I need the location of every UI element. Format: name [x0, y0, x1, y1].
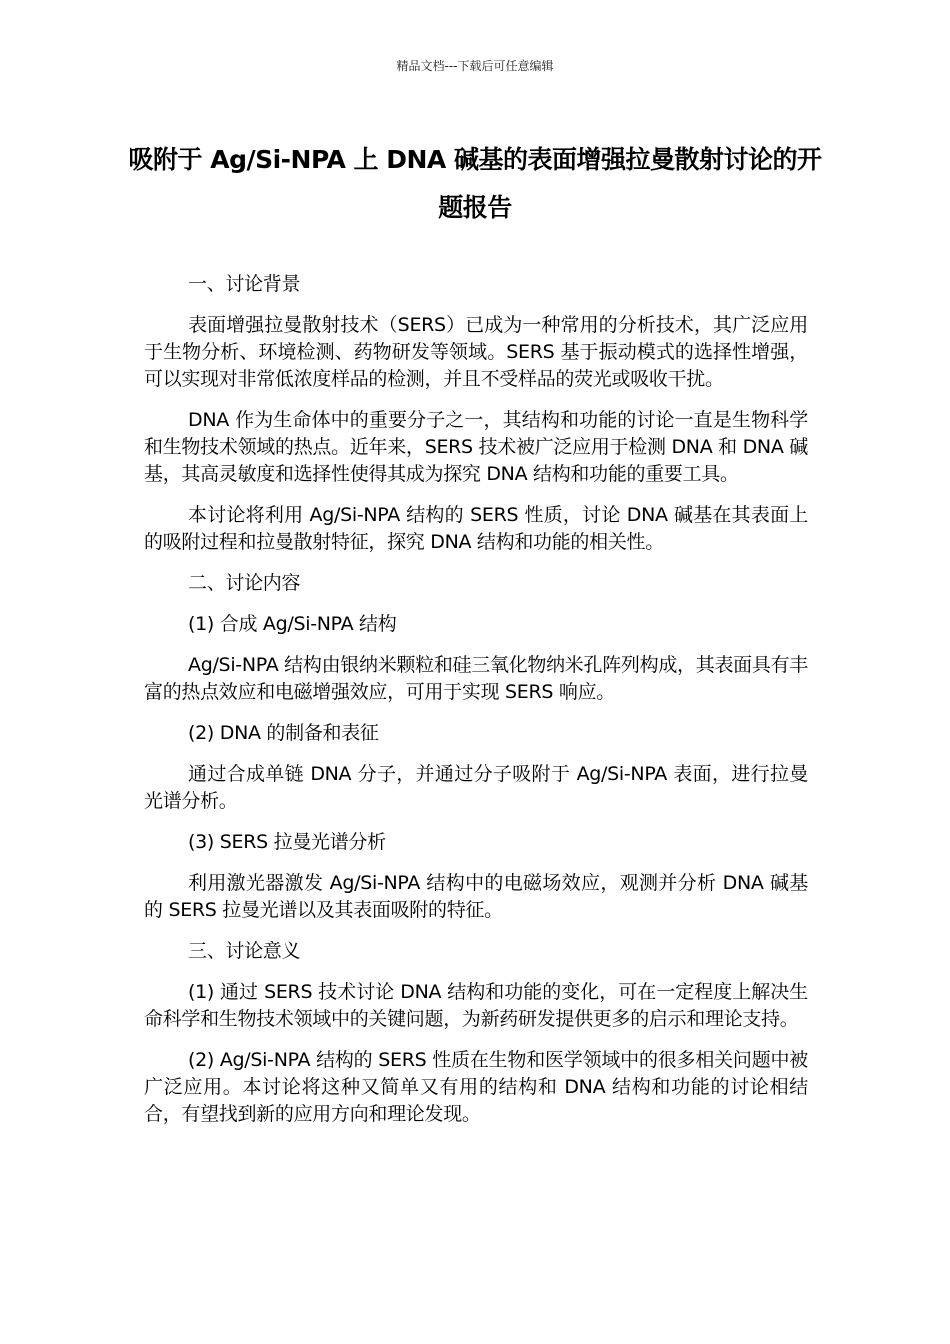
body-paragraph: DNA 作为生命体中的重要分子之一，其结构和功能的讨论一直是生物科学和生物技术领域的热点。近年来，SERS 技术被广泛应用于检测 DNA 和 DNA 碱基，其高灵敏度和选择性使得其成为探究 DNA 结构和功能的重要工具。	[144, 409, 808, 485]
document-body	[144, 271, 808, 1142]
body-paragraph: 本讨论将利用 Ag/Si-NPA 结构的 SERS 性质，讨论 DNA 碱基在其表面上的吸附过程和拉曼散射特征，探究 DNA 结构和功能的相关性。	[144, 504, 808, 553]
subsection-heading: (3) SERS 拉曼光谱分析	[188, 831, 386, 853]
body-paragraph: (2) Ag/Si-NPA 结构的 SERS 性质在生物和医学领域中的很多相关问题中被广泛应用。本讨论将这种又简单又有用的结构和 DNA 结构和功能的讨论相结合，有望找到新的应用方向和理论发现。	[144, 1049, 808, 1125]
body-paragraph: 利用激光器激发 Ag/Si-NPA 结构中的电磁场效应，观测并分析 DNA 碱基的 SERS 拉曼光谱以及其表面吸附的特征。	[144, 872, 808, 921]
header-note: 精品文档---下载后可任意编辑	[396, 59, 554, 73]
subsection-heading: (2) DNA 的制备和表征	[188, 722, 379, 744]
body-paragraph: Ag/Si-NPA 结构由银纳米颗粒和硅三氧化物纳米孔阵列构成，其表面具有丰富的热点效应和电磁增强效应，可用于实现 SERS 响应。	[144, 654, 808, 703]
section-heading: 一、讨论背景	[188, 273, 301, 295]
subsection-heading: (1) 合成 Ag/Si-NPA 结构	[188, 613, 397, 635]
section-heading: 三、讨论意义	[188, 940, 301, 962]
body-paragraph: 通过合成单链 DNA 分子，并通过分子吸附于 Ag/Si-NPA 表面，进行拉曼光谱分析。	[144, 763, 808, 812]
section-heading: 二、讨论内容	[188, 572, 301, 594]
body-paragraph: (1) 通过 SERS 技术讨论 DNA 结构和功能的变化，可在一定程度上解决生命科学和生物技术领域中的关键问题，为新药研发提供更多的启示和理论支持。	[144, 981, 808, 1030]
body-paragraph: 表面增强拉曼散射技术（SERS）已成为一种常用的分析技术，其广泛应用于生物分析、环境检测、药物研发等领域。SERS 基于振动模式的选择性增强，可以实现对非常低浓度样品的检测，并且不受样品的荧光或吸收干扰。	[144, 314, 808, 390]
document-title: 吸附于 Ag/Si-NPA 上 DNA 碱基的表面增强拉曼散射讨论的开题报告	[128, 145, 822, 222]
